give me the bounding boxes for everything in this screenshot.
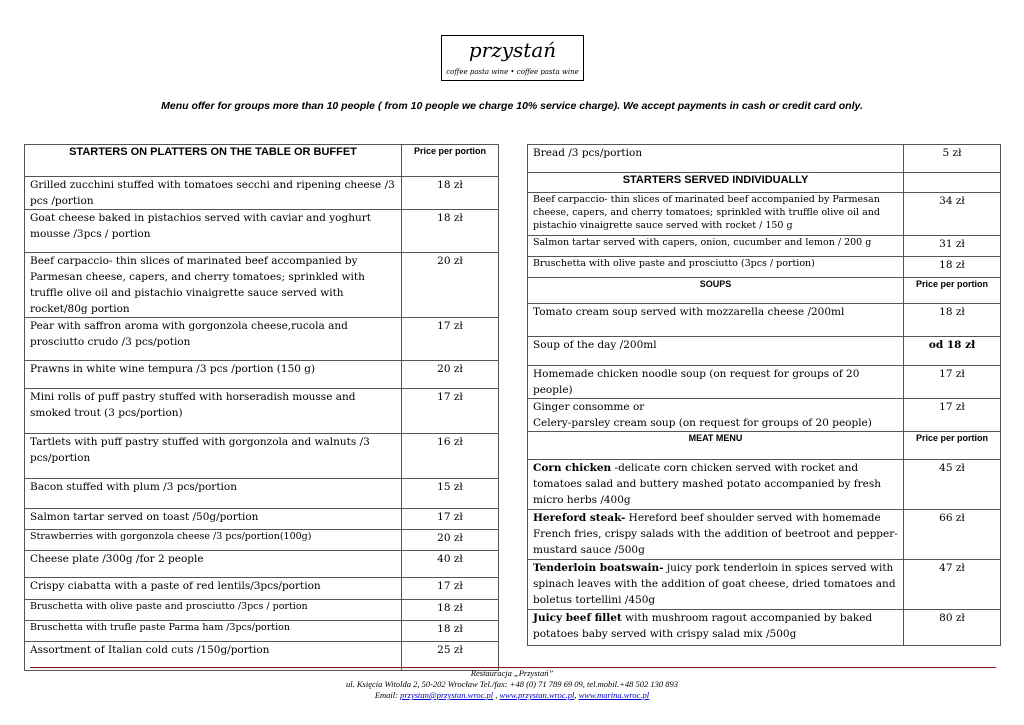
dish-name: Beef carpaccio- thin slices of marinated beef accompanied by Parmesan cheese, capers, and cherry tomatoes; sprinkled with truffle olive oil and pistachio vinaigrette sauce served with rocket / 150 g bbox=[528, 193, 904, 236]
website-link-marina[interactable]: www.marina.wroc.pl bbox=[578, 690, 650, 700]
footer-separator: , bbox=[493, 690, 500, 700]
dish-name-line: Celery-parsley cream soup (on request for groups of 20 people) bbox=[533, 417, 872, 429]
dish-price: 47 zł bbox=[904, 560, 1001, 610]
table-row bbox=[25, 551, 499, 578]
dish-price: 18 zł bbox=[402, 177, 499, 210]
dish-name-line: Ginger consomme or bbox=[533, 401, 645, 413]
table-row bbox=[528, 399, 1001, 432]
dish-title: Corn chicken bbox=[533, 462, 612, 474]
website-link-przystan[interactable]: www.przystan.wroc.pl bbox=[499, 690, 575, 700]
meat-price-header: Price per portion bbox=[904, 432, 1001, 460]
soups-price-header: Price per portion bbox=[904, 278, 1001, 304]
dish-price: 17 zł bbox=[904, 399, 1001, 432]
dish-price: od 18 zł bbox=[904, 337, 1001, 366]
dish-price: 40 zł bbox=[402, 551, 499, 578]
dish-price: 17 zł bbox=[402, 389, 499, 434]
dish-name: Tomato cream soup served with mozzarella cheese /200ml bbox=[528, 304, 904, 337]
dish-name: Grilled zucchini stuffed with tomatoes secchi and ripening cheese /3 pcs /portion bbox=[25, 177, 402, 210]
intro-text: Menu offer for groups more than 10 people ( from 10 people we charge 10% service charge). We accept payments in cash or credit card only. bbox=[161, 100, 863, 112]
dish-name bbox=[528, 610, 904, 646]
price-per-portion-header: Price per portion bbox=[402, 145, 499, 177]
dish-name bbox=[528, 510, 904, 560]
soups-header: SOUPS bbox=[528, 278, 904, 304]
dish-name: Bruschetta with trufle paste Parma ham /3pcs/portion bbox=[25, 621, 402, 642]
table-row bbox=[25, 210, 499, 253]
table-row bbox=[25, 621, 499, 642]
dish-price: 31 zł bbox=[904, 236, 1001, 257]
table-row bbox=[25, 578, 499, 600]
dish-name: Prawns in white wine tempura /3 pcs /portion (150 g) bbox=[25, 361, 402, 389]
empty-cell bbox=[904, 173, 1001, 193]
table-row bbox=[25, 389, 499, 434]
meat-menu-header: MEAT MENU bbox=[528, 432, 904, 460]
dish-price: 17 zł bbox=[402, 318, 499, 361]
dish-name: Mini rolls of puff pastry stuffed with horseradish mousse and smoked trout (3 pcs/portion) bbox=[25, 389, 402, 434]
dish-name: Homemade chicken noodle soup (on request for groups of 20 people) bbox=[528, 366, 904, 399]
table-row bbox=[25, 479, 499, 509]
table-row bbox=[528, 337, 1001, 366]
dish-name: Beef carpaccio- thin slices of marinated beef accompanied by Parmesan cheese, capers, and cherry tomatoes; sprinkled with truffle olive oil and pistachio vinaigrette sauce served with rocket/80g portion bbox=[25, 253, 402, 318]
dish-title: Hereford steak- bbox=[533, 512, 626, 524]
table-row bbox=[528, 257, 1001, 278]
dish-title: Tenderloin boatswain- bbox=[533, 562, 664, 574]
dish-price: 80 zł bbox=[904, 610, 1001, 646]
dish-name: Pear with saffron aroma with gorgonzola cheese,rucola and prosciutto crudo /3 pcs/potion bbox=[25, 318, 402, 361]
table-row bbox=[528, 236, 1001, 257]
starters-platter-header: STARTERS ON PLATTERS ON THE TABLE OR BUFFET bbox=[25, 145, 402, 177]
dish-price: 25 zł bbox=[402, 642, 499, 671]
table-row bbox=[25, 600, 499, 621]
dish-description: juicy pork tenderloin in spices served with spinach leaves with the addition of goat cheese, dried tomatoes and boletus tortellini /450g bbox=[533, 562, 896, 606]
table-row bbox=[25, 434, 499, 479]
dish-price: 17 zł bbox=[904, 366, 1001, 399]
starters-individual-header: STARTERS SERVED INDIVIDUALLY bbox=[528, 173, 904, 193]
starters-platter-table bbox=[24, 144, 499, 671]
dish-price: 18 zł bbox=[402, 210, 499, 253]
table-row bbox=[528, 610, 1001, 646]
dish-price: 18 zł bbox=[904, 257, 1001, 278]
table-row bbox=[528, 460, 1001, 510]
right-menu-table bbox=[527, 144, 1001, 646]
dish-name: Cheese plate /300g /for 2 people bbox=[25, 551, 402, 578]
table-row bbox=[528, 366, 1001, 399]
dish-name: Soup of the day /200ml bbox=[528, 337, 904, 366]
dish-name: Tartlets with puff pastry stuffed with gorgonzola and walnuts /3 pcs/portion bbox=[25, 434, 402, 479]
email-label: Email: bbox=[374, 690, 401, 700]
footer-separator: , bbox=[574, 690, 579, 700]
dish-name: Bread /3 pcs/portion bbox=[528, 145, 904, 173]
table-row bbox=[25, 177, 499, 210]
logo-name: przystań bbox=[468, 38, 557, 62]
dish-description: Hereford beef shoulder served with homemade French fries, crispy salads with the addition of beetroot and pepper-mustard sauce /500g bbox=[533, 512, 898, 556]
dish-name: Assortment of Italian cold cuts /150g/portion bbox=[25, 642, 402, 671]
dish-name: Bruschetta with olive paste and prosciutto /3pcs / portion bbox=[25, 600, 402, 621]
table-row bbox=[25, 361, 499, 389]
dish-description: -delicate corn chicken served with rocket and tomatoes salad and buttery mashed potato accompanied by fresh micro herbs /400g bbox=[533, 462, 882, 506]
dish-price: 18 zł bbox=[904, 304, 1001, 337]
footer-contacts bbox=[0, 690, 1024, 701]
dish-price: 17 zł bbox=[402, 509, 499, 530]
dish-price: 18 zł bbox=[402, 621, 499, 642]
dish-price: 5 zł bbox=[904, 145, 1001, 173]
footer-restaurant-name: Restauracja „Przystań” bbox=[470, 668, 554, 678]
dish-title: Juicy beef fillet bbox=[533, 612, 622, 624]
table-row bbox=[25, 509, 499, 530]
dish-name: Strawberries with gorgonzola cheese /3 pcs/portion(100g) bbox=[25, 530, 402, 551]
dish-name bbox=[528, 560, 904, 610]
dish-price: 17 zł bbox=[402, 578, 499, 600]
table-row bbox=[528, 193, 1001, 236]
footer-address: ul. Księcia Witolda 2, 50-202 Wrocław Tel./fax: +48 (0) 71 789 69 09, tel.mobil.+48 502 130 893 bbox=[346, 679, 678, 689]
dish-price: 20 zł bbox=[402, 253, 499, 318]
dish-price: 45 zł bbox=[904, 460, 1001, 510]
dish-description: with mushroom ragout accompanied by baked potatoes baby served with crispy salad mix /500g bbox=[533, 612, 873, 640]
table-row bbox=[25, 530, 499, 551]
dish-name: Salmon tartar served with capers, onion, cucumber and lemon / 200 g bbox=[528, 236, 904, 257]
dish-price: 20 zł bbox=[402, 361, 499, 389]
dish-price: 18 zł bbox=[402, 600, 499, 621]
dish-price: 16 zł bbox=[402, 434, 499, 479]
dish-name: Salmon tartar served on toast /50g/portion bbox=[25, 509, 402, 530]
table-row bbox=[528, 560, 1001, 610]
dish-name bbox=[528, 399, 904, 432]
table-row bbox=[25, 318, 499, 361]
dish-name: Bacon stuffed with plum /3 pcs/portion bbox=[25, 479, 402, 509]
dish-name bbox=[528, 460, 904, 510]
dish-price: 20 zł bbox=[402, 530, 499, 551]
logo-tagline: coffee pasta wine • coffee pasta wine bbox=[446, 68, 579, 76]
dish-name: Goat cheese baked in pistachios served with caviar and yoghurt mousse /3pcs / portion bbox=[25, 210, 402, 253]
dish-price: 34 zł bbox=[904, 193, 1001, 236]
table-row bbox=[25, 253, 499, 318]
dish-name: Crispy ciabatta with a paste of red lentils/3pcs/portion bbox=[25, 578, 402, 600]
table-row bbox=[528, 145, 1001, 173]
table-row bbox=[528, 510, 1001, 560]
restaurant-logo bbox=[441, 35, 584, 81]
table-row bbox=[528, 304, 1001, 337]
dish-price: 15 zł bbox=[402, 479, 499, 509]
dish-name: Bruschetta with olive paste and prosciutto (3pcs / portion) bbox=[528, 257, 904, 278]
email-link[interactable]: przystan@przystan.wroc.pl bbox=[400, 690, 494, 700]
dish-price: 66 zł bbox=[904, 510, 1001, 560]
